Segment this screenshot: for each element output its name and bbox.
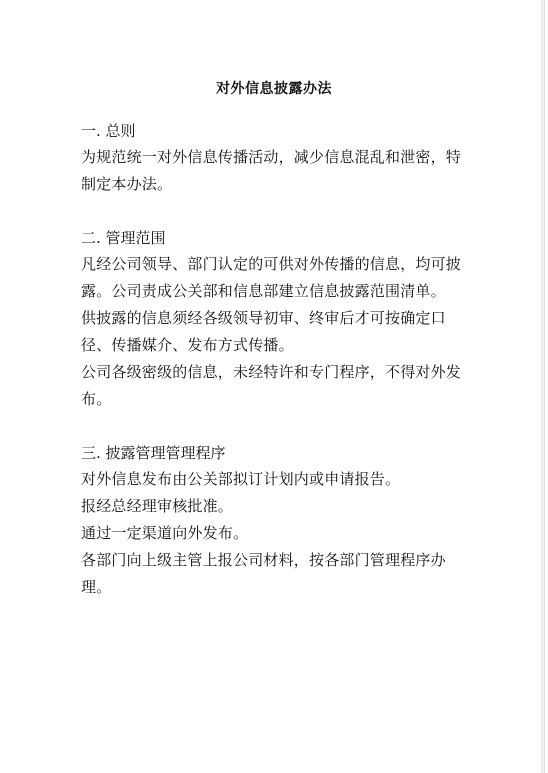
paragraph: 报经总经理审核批准。 bbox=[81, 497, 234, 515]
paragraph: 公司各级密级的信息，未经特许和专门程序，不得对外发布。 bbox=[81, 363, 462, 408]
document-title: 对外信息披露办法 bbox=[216, 81, 332, 97]
paragraph: 供披露的信息须经各级领导初审、终审后才可按确定口径、传播媒介、发布方式传播。 bbox=[81, 309, 446, 354]
section-heading: 二. 管理范围 bbox=[81, 229, 166, 247]
page-edge bbox=[541, 0, 544, 773]
section-general bbox=[81, 118, 471, 198]
paragraph: 凡经公司领导、部门认定的可供对外传播的信息，均可披露。公司责成公关部和信息部建立信息披露范围清单。 bbox=[81, 255, 462, 300]
paragraph: 为规范统一对外信息传播活动，减少信息混乱和泄密，特制定本办法。 bbox=[81, 148, 462, 193]
section-procedure bbox=[81, 440, 471, 601]
section-spacer bbox=[81, 198, 471, 225]
paragraph: 对外信息发布由公关部拟订计划内或申请报告。 bbox=[81, 470, 401, 488]
section-heading: 三. 披露管理管理程序 bbox=[81, 444, 226, 462]
paragraph: 通过一定渠道向外发布。 bbox=[81, 524, 249, 542]
document-body bbox=[81, 118, 471, 601]
section-heading: 一. 总则 bbox=[81, 122, 136, 140]
section-scope bbox=[81, 225, 471, 413]
paragraph: 各部门向上级主管上报公司材料，按各部门管理程序办理。 bbox=[81, 551, 446, 596]
section-spacer bbox=[81, 413, 471, 440]
